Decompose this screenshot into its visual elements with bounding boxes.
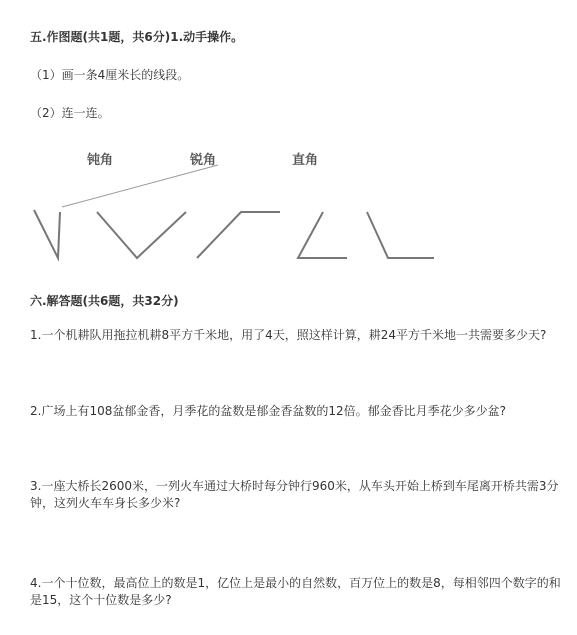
label-obtuse-angle: 钝角: [87, 153, 114, 168]
question-2: 2.广场上有108盆郁金香，月季花的盆数是郁金香盆数的12倍。郁金香比月季花少多少盆?: [30, 404, 506, 418]
question-4: 4.一个十位数，最高位上的数是1，亿位上是最小的自然数，百万位上的数是8，每相邻四个数字的和是15，这个十位数是多少?: [30, 576, 561, 607]
section5-item1: （1）画一条4厘米长的线段。: [30, 68, 190, 82]
connect-line: [62, 165, 218, 207]
section6-title: 六.解答题(共6题，共32分): [30, 294, 179, 308]
question-1: 1.一个机耕队用拖拉机耕8平方千米地，用了4天，照这样计算，耕24平方千米地一共需要多少天?: [30, 328, 547, 342]
label-acute-angle: 锐角: [190, 153, 217, 168]
angle-figure-5: [367, 212, 434, 258]
label-right-angle: 直角: [292, 153, 319, 168]
section5-title: 五.作图题(共1题，共6分)1.动手操作。: [30, 30, 244, 44]
angle-figures: [0, 140, 577, 280]
angle-figure-2: [97, 212, 186, 258]
question-3: 3.一座大桥长2600米，一列火车通过大桥时每分钟行960米，从车头开始上桥到车尾离开桥共需3分钟，这列火车车身长多少米?: [30, 479, 559, 510]
angle-figure-1: [34, 210, 60, 258]
angle-figure-4: [298, 212, 347, 258]
section5-item2: （2）连一连。: [30, 106, 110, 120]
angle-figure-3: [197, 212, 280, 258]
